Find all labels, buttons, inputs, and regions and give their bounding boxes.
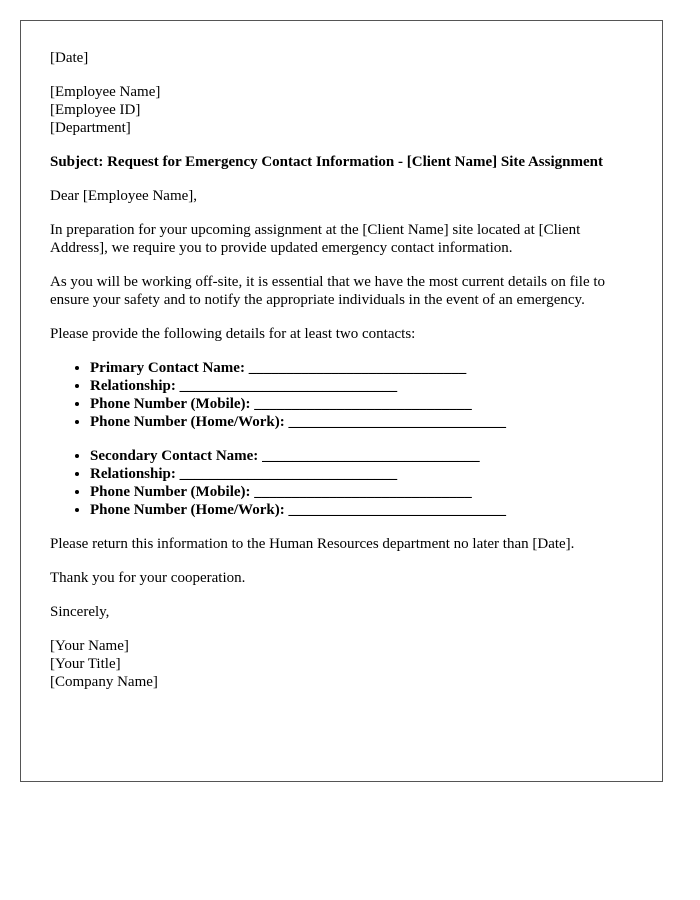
list-item: [90, 395, 633, 413]
intro-paragraph: In preparation for your upcoming assignment at the [Client Name] site located at [Client Address], we require you to provide updated emergency contact information.: [50, 222, 581, 256]
return-note: Please return this information to the Human Resources department no later than [Date].: [50, 536, 575, 552]
secondary-contact-list: [50, 447, 633, 519]
thanks: Thank you for your cooperation.: [50, 570, 246, 586]
field-label: Phone Number (Home/Work):: [90, 502, 289, 518]
field-label: Primary Contact Name:: [90, 360, 249, 376]
field-label: Phone Number (Home/Work):: [90, 414, 289, 430]
recipient-block: [50, 83, 633, 137]
recipient-name: [Employee Name]: [50, 84, 161, 100]
subject-line: Subject: Request for Emergency Contact Information - [Client Name] Site Assignment: [50, 154, 603, 170]
list-item: [90, 465, 633, 483]
blank-line: _____________________________: [288, 502, 506, 518]
recipient-department: [Department]: [50, 120, 131, 136]
salutation: Dear [Employee Name],: [50, 188, 198, 204]
instructions-paragraph: Please provide the following details for at least two contacts:: [50, 326, 416, 342]
blank-line: _____________________________: [254, 484, 472, 500]
field-label: Phone Number (Mobile):: [90, 484, 255, 500]
field-label: Phone Number (Mobile):: [90, 396, 255, 412]
signer-name: [Your Name]: [50, 638, 129, 654]
primary-contact-list: [50, 359, 633, 431]
recipient-id: [Employee ID]: [50, 102, 141, 118]
signature-block: [50, 637, 633, 691]
blank-line: _____________________________: [288, 414, 506, 430]
list-item: [90, 413, 633, 431]
list-item: [90, 447, 633, 465]
offsite-paragraph: As you will be working off-site, it is essential that we have the most current details on file to ensure your safety and to notify the appropriate individuals in the event of an emergency.: [50, 274, 606, 308]
blank-line: _____________________________: [248, 360, 467, 376]
field-label: Secondary Contact Name:: [90, 448, 263, 464]
blank-line: _____________________________: [179, 466, 398, 482]
list-item: [90, 501, 633, 519]
closing: Sincerely,: [50, 604, 110, 620]
list-item: [90, 483, 633, 501]
signer-title: [Your Title]: [50, 656, 121, 672]
field-label: Relationship:: [90, 466, 180, 482]
field-label: Relationship:: [90, 378, 180, 394]
blank-line: _____________________________: [254, 396, 472, 412]
list-item: [90, 377, 633, 395]
company-name: [Company Name]: [50, 674, 158, 690]
list-item: [90, 359, 633, 377]
letter: [20, 20, 663, 782]
blank-line: _____________________________: [179, 378, 398, 394]
date: [Date]: [50, 50, 89, 66]
blank-line: _____________________________: [262, 448, 480, 464]
